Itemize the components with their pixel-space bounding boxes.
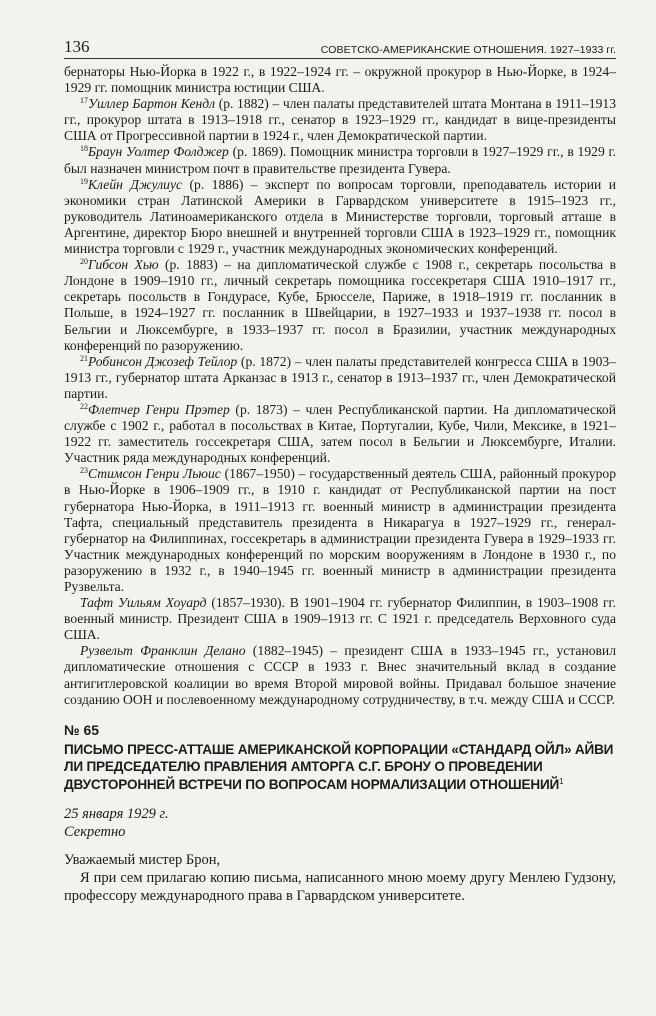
running-title: СОВЕТСКО-АМЕРИКАНСКИЕ ОТНОШЕНИЯ. 1927–1933 гг. bbox=[320, 44, 616, 56]
footnote-number: 20 bbox=[80, 257, 88, 267]
footnote-entry bbox=[64, 354, 616, 402]
document-title-text: ПИСЬМО ПРЕСС-АТТАШЕ АМЕРИКАНСКОЙ КОРПОРАЦИИ «СТАНДАРД ОЙЛ» АЙВИ ЛИ ПРЕДСЕДАТЕЛЮ ПРАВЛЕНИЯ АМТОРГА С.Г. БРОНУ О ПРОВЕДЕНИИ ДВУСТОРОННЕЙ ВСТРЕЧИ ПО ВОПРОСАМ НОРМАЛИЗАЦИИ ОТНОШЕНИЙ bbox=[64, 741, 614, 792]
footnote-text: (р. 1883) – на дипломатической службе с 1908 г., секретарь посольства в Лондоне в 1909–1910 гг., личный секретарь помощника госсекретаря США 1910–1917 гг., секретарь посольств в Гондурасе, Кубе, Брюсселе, Париже, в 1918–1919 гг. посланник в Польше, в 1924–1927 гг. посланник в Швейцарии, в 1927–1933 и 1937–1938 гг. посол в Бельгии и Люксембурге, в 1933–1937 гг. посол в Бразилии, участник международных конференций по разоружению. bbox=[64, 257, 616, 353]
footnote-entry bbox=[64, 466, 616, 595]
footnote-text: (р. 1869). Помощник министра торговли в 1927–1929 гг., в 1929 г. был назначен министром почт в правительстве президента Гувера. bbox=[64, 144, 616, 176]
footnote-text: (р. 1872) – член палаты представителей конгресса США в 1903–1913 гг., губернатор штата Арканзас в 1913 г., сенатор в 1913–1937 гг., член Демократической партии. bbox=[64, 353, 616, 401]
document-classification: Секретно bbox=[64, 823, 126, 840]
footnote-entry bbox=[64, 96, 616, 144]
footnote-number: 17 bbox=[80, 96, 88, 106]
document-title bbox=[64, 741, 616, 793]
footnote-number: 19 bbox=[80, 176, 88, 186]
footnote-person-name: Гибсон Хью bbox=[88, 257, 159, 273]
footnote-text: (1857–1930). В 1901–1904 гг. губернатор Филиппин, в 1903–1908 гг. военный министр. Президент США в 1909–1913 гг. С 1921 г. председатель Верховного суда США. bbox=[64, 595, 616, 643]
footnote-entry bbox=[64, 257, 616, 354]
footnote-person-name: Рузвельт Франклин Делано bbox=[80, 643, 246, 659]
footnote-entry bbox=[64, 595, 616, 643]
footnote-text: бернаторы Нью-Йорка в 1922 г., в 1922–1924 гг. – окружной прокурор в Нью-Йорке, в 1924–1929 гг. помощник министра юстиции США. bbox=[64, 64, 616, 96]
page-number: 136 bbox=[64, 37, 90, 56]
footnote-person-name: Стимсон Генри Льюис bbox=[88, 466, 221, 482]
footnote-text: (1867–1950) – государственный деятель США, районный прокурор в Нью-Йорке в 1906–1909 гг., в 1910 г. кандидат от Республиканской партии на пост губернатора Нью-Йорка, в 1911–1913 гг. военный министр в администрации президента Тафта, специальный представитель президента в Никарагуа в 1927–1929 гг., генерал-губернатор на Филиппинах, госсекретарь в администрации президента Гувера в 1929–1933 гг. Участник международных конференций по морским вооружениям в Лондоне в 1930 г., по разоружению в 1932 г., в 1940–1945 гг. военный министр в администрации президента Рузвельта. bbox=[64, 466, 616, 594]
footnote-text: (р. 1882) – член палаты представителей штата Монтана в 1911–1913 гг., прокурор штата в 1913–1918 гг., сенатор в 1923–1929 гг., кандидат в вице-президенты США от Прогрессивной партии в 1924 г., член Демократической партии. bbox=[64, 96, 616, 144]
document-number: № 65 bbox=[64, 721, 100, 738]
running-head bbox=[64, 38, 616, 59]
footnote-entry bbox=[64, 144, 616, 176]
footnote-person-name: Клейн Джулиус bbox=[88, 176, 183, 192]
footnote-text: (р. 1886) – эксперт по вопросам торговли, преподаватель истории и экономики стран Латинской Америки в Гарвардском университете в 1915–1923 гг., руководитель Латиноамериканского отдела в Министерстве торговли, торговый атташе в Аргентине, директор Бюро внешней и внутренней торговли США в 1923–1929 гг., помощник министра торговли с 1929 г., участник международных экономических конференций. bbox=[64, 176, 617, 257]
footnote-number: 22 bbox=[80, 401, 88, 411]
document-title-footnote-marker: 1 bbox=[559, 776, 564, 786]
letter-salutation: Уважаемый мистер Брон, bbox=[64, 851, 221, 868]
footnote-person-name: Флетчер Генри Прэтер bbox=[88, 401, 230, 417]
letter-body: Я при сем прилагаю копию письма, написанного мною моему другу Менлею Гудзону, профессору международного права в Гарвардском университете. bbox=[64, 869, 616, 904]
footnote-number: 21 bbox=[80, 353, 88, 363]
footnote-text: (1882–1945) – президент США в 1933–1945 гг., установил дипломатические отношения с СССР в 1933 г. Внес значительный вклад в создание антигитлеровской коалиции во время Второй мировой войны. Придавал большое значение созданию ООН и послевоенному международному сотрудничеству, в т.ч. между США и СССР. bbox=[64, 643, 616, 707]
footnote-entry bbox=[64, 402, 616, 466]
footnote-person-name: Тафт Уильям Хоуард bbox=[80, 595, 207, 611]
footnote-text: (р. 1873) – член Республиканской партии. На дипломатической службе с 1902 г., работал в посольствах в Китае, Португалии, Кубе, Чили, Мексике, в 1921–1922 гг. заместитель госсекретаря США, затем посол в Бельгии и Люксембурге, Италии. Участник ряда международных конференций. bbox=[64, 401, 617, 466]
footnote-person-name: Уиллер Бартон Кендл bbox=[88, 96, 216, 112]
footnote-entry bbox=[64, 643, 616, 707]
footnote-entry bbox=[64, 64, 616, 96]
footnote-person-name: Робинсон Джозеф Тейлор bbox=[88, 353, 238, 369]
footnote-number: 23 bbox=[80, 466, 88, 476]
document-date: 25 января 1929 г. bbox=[64, 805, 169, 822]
footnote-number: 18 bbox=[80, 144, 88, 154]
footnotes-section bbox=[64, 64, 616, 708]
footnote-person-name: Браун Уолтер Фолджер bbox=[88, 144, 229, 160]
footnote-entry bbox=[64, 177, 616, 257]
